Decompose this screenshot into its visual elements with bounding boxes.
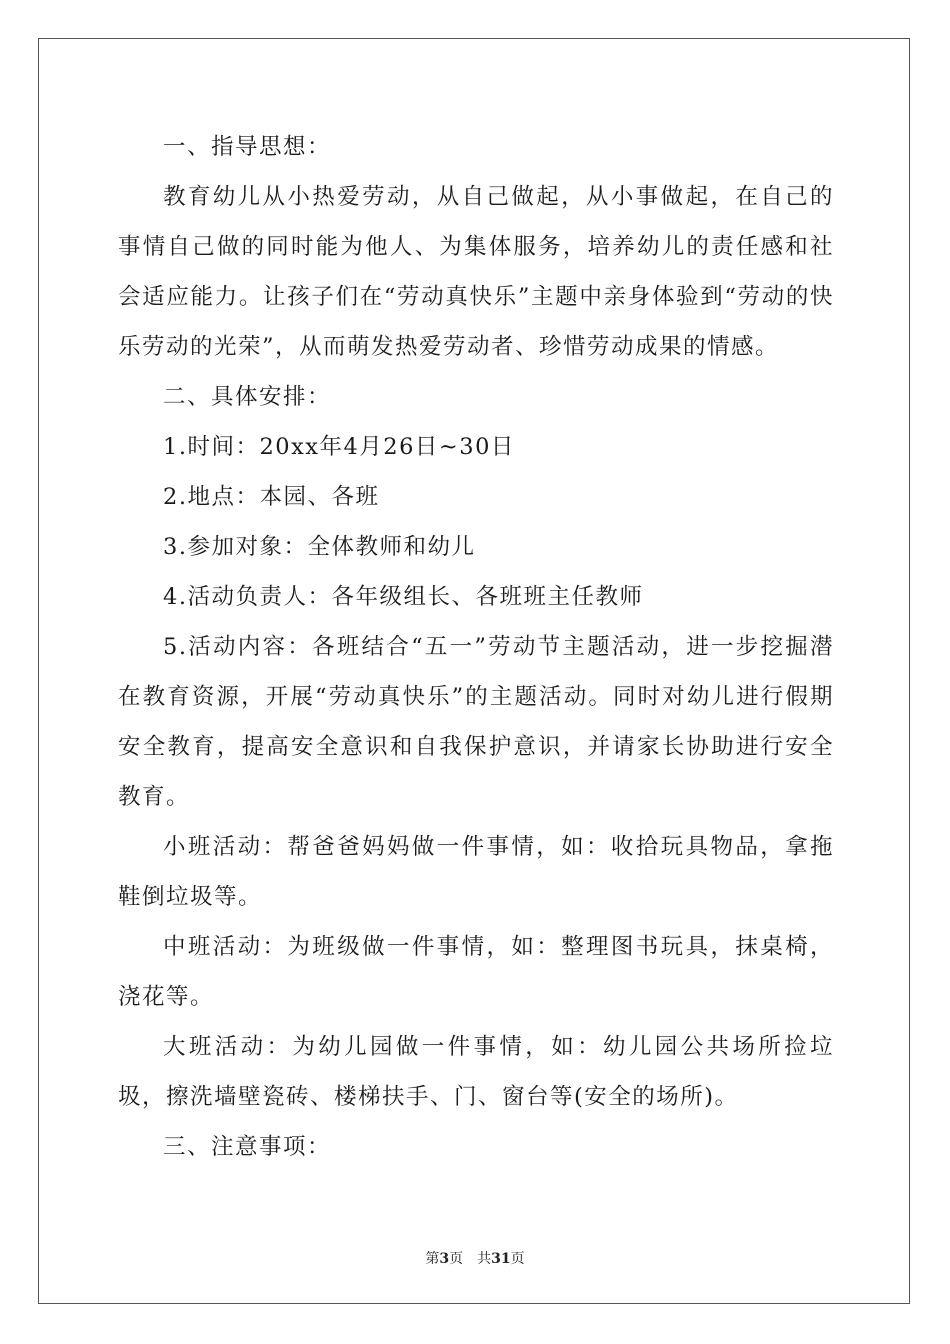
paragraph-guiding-thought: 教育幼儿从小热爱劳动，从自己做起，从小事做起，在自己的事情自己做的同时能为他人、为集体服务，培养幼儿的责任感和社会适应能力。让孩子们在“劳动真快乐”主题中亲身体验到“劳动的快乐劳动的光荣”，从而萌发热爱劳动者、珍惜劳动成果的情感。: [118, 184, 834, 360]
item-content: 5.活动内容：各班结合“五一”劳动节主题活动，进一步挖掘潜在教育资源，开展“劳动真快乐”的主题活动。同时对幼儿进行假期安全教育，提高安全意识和自我保护意识，并请家长协助进行安全教育。: [118, 634, 834, 810]
total-pages: 31: [491, 1251, 511, 1267]
document-body: [118, 122, 834, 1172]
item-location: 2.地点：本园、各班: [163, 484, 380, 510]
total-suffix: 页: [510, 1251, 525, 1267]
paragraph-small-class: 小班活动：帮爸爸妈妈做一件事情，如：收拾玩具物品，拿拖鞋倒垃圾等。: [118, 834, 834, 910]
total-prefix: 共: [477, 1251, 492, 1267]
page-suffix: 页: [449, 1251, 464, 1267]
page-footer: [0, 1248, 950, 1268]
page-prefix: 第: [425, 1251, 440, 1267]
heading-notes: 三、注意事项：: [163, 1134, 332, 1160]
paragraph-middle-class: 中班活动：为班级做一件事情，如：整理图书玩具，抹桌椅，浇花等。: [118, 934, 834, 1010]
item-responsible: 4.活动负责人：各年级组长、各班班主任教师: [163, 584, 644, 610]
page-number: 3: [439, 1251, 450, 1267]
paragraph-large-class: 大班活动：为幼儿园做一件事情，如：幼儿园公共场所捡垃圾，擦洗墙壁瓷砖、楼梯扶手、门、窗台等(安全的场所)。: [118, 1034, 834, 1110]
heading-arrangement: 二、具体安排：: [163, 384, 332, 410]
item-time: 1.时间：20xx年4月26日~30日: [163, 434, 515, 460]
heading-guiding-thought: 一、指导思想：: [163, 134, 332, 160]
item-participants: 3.参加对象：全体教师和幼儿: [163, 534, 476, 560]
